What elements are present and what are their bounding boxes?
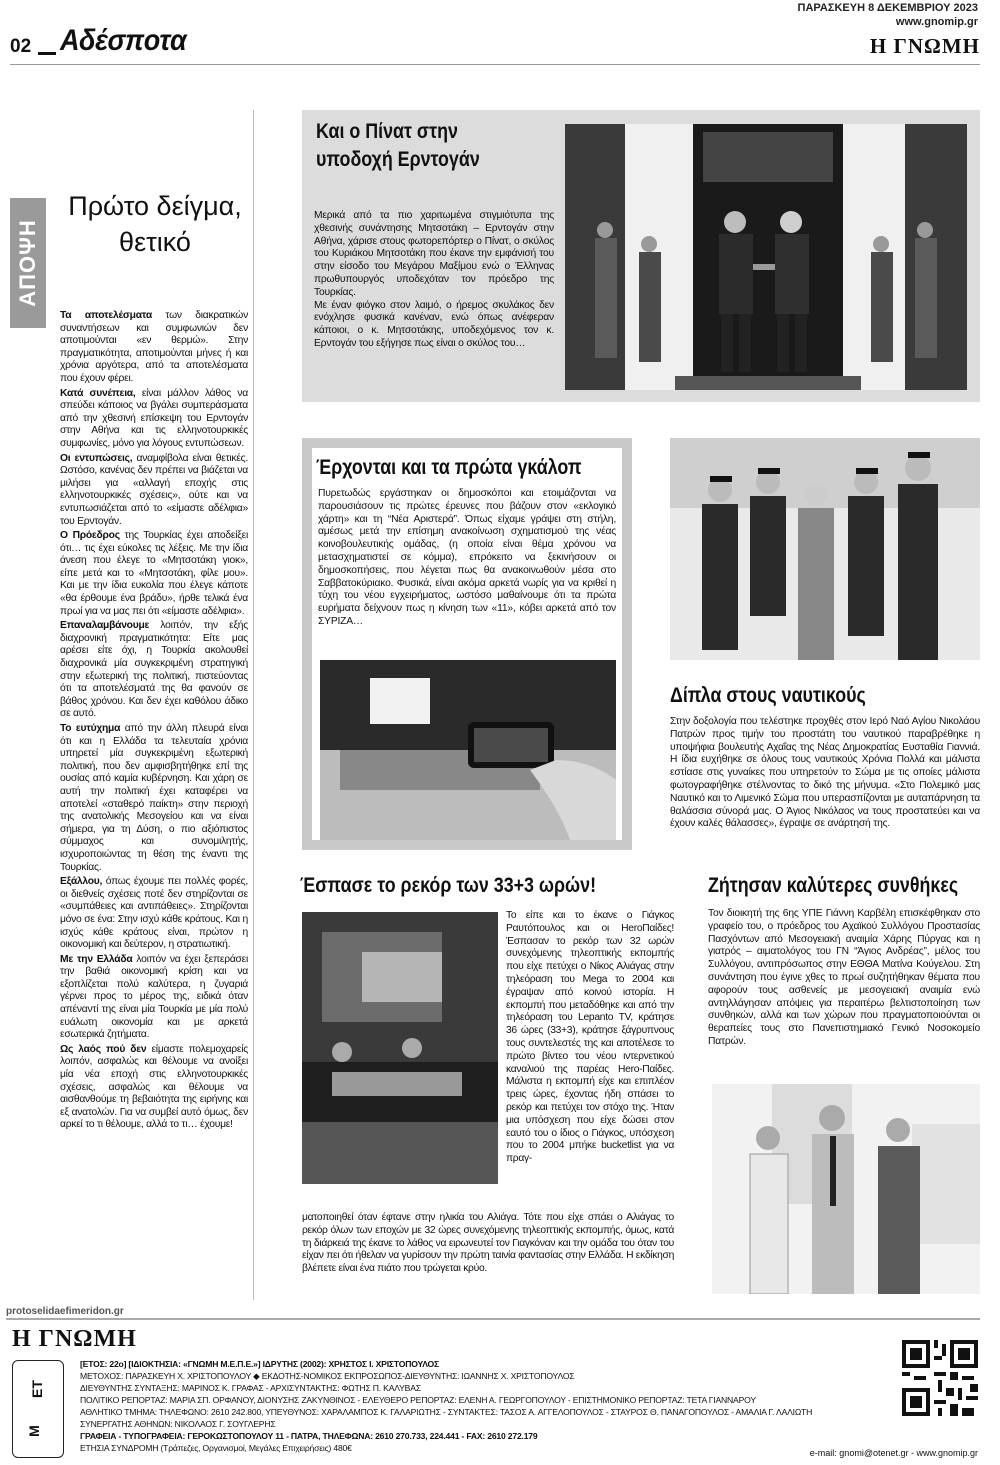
paragraph-lead: Κατά συνέπεια,	[60, 387, 136, 399]
opinion-paragraph	[60, 388, 248, 451]
conditions-photo	[712, 1084, 980, 1294]
column-divider	[253, 110, 254, 1300]
page-number-dash	[38, 52, 56, 55]
record-headline: Έσπασε το ρεκόρ των 33+3 ωρών!	[300, 874, 597, 897]
credit-line: ΜΕΤΟΧΟΣ: ΠΑΡΑΣΚΕΥΗ Χ. ΧΡΙΣΤΟΠΟΥΛΟΥ ◆ ΕΚΔΟΤΗΣ-ΝΟΜΙΚΟΣ ΕΚΠΡΟΣΩΠΟΣ-ΔΙΕΥΘΥΝΤΗΣ: ΙΩΑΝΝΗΣ Χ. ΧΡΙΣΤΟΠΟΥΛΟΣ	[80, 1371, 575, 1381]
credit-line: ΔΙΕΥΘΥΝΤΗΣ ΣΥΝΤΑΞΗΣ: ΜΑΡΙΝΟΣ Κ. ΓΡΑΦΑΣ - ΑΡΧΙΣΥΝΤΑΚΤΗΣ: ΦΩΤΗΣ Π. ΚΑΛΥΒΑΣ	[80, 1383, 421, 1393]
paragraph-lead: Με την Ελλάδα	[60, 953, 133, 965]
naval-headline: Δίπλα στους ναυτικούς	[670, 684, 866, 707]
paragraph-lead: Οι εντυπώσεις,	[60, 452, 133, 464]
record-body-column: Το είπε και το έκανε ο Γιάγκος Ραυτόπουλος και οι HeroΠαίδες! Έσπασαν το ρεκόρ των 32 ωρών συνεχόμενης τηλεοπτικής εκπομπής που είχε πετύχει ο Νίκος Αλιάγας στην τηλεόραση του Mega το 2004 και έγραψαν από κοινού ιστορία. Η εκπομπή που μεταδόθηκε και από την τηλεόραση του Lepanto TV, κράτησε 36 ώρες (33+3), κράτησε ξάγρυπνους τους συντελεστές της και αποτέλεσε το πρώτο βίντεο του νέου ιντερνετικού καναλιού της παρέας Hero-Παίδες. Μάλιστα η εκπομπή είχε και επιπλέον τρεις ώρες, έχοντας ήδη σπάσει το ρεκόρ και πετύχει τον στόχο της. Ήταν μια υπόσχεση που είχε δώσει στον εαυτό του ο ίδιος ο Γιάγκος, υπόσχεση που το 2004 μπήκε bucketlist για να πραγ-	[506, 910, 674, 1165]
opinion-tab-label: ΑΠΟΨΗ	[15, 219, 40, 307]
pinat-paragraph: Μερικά από τα πιο χαριτωμένα στιγμιότυπα της χθεσινής συνάντησης Μητσοτάκη – Ερντογάν στην Αθήνα, χάρισε στους φωτορεπόρτερ ο Πίνατ, ο σκύλος του Κυριάκου Μητσοτάκη που έκανε την εμφάνισή του στην είσοδο του Μεγάρου Μαξίμου ενώ ο Έλληνας πρωθυπουργός υποδεχόταν τον πρόεδρο της Τουρκίας.	[314, 210, 554, 298]
photo-office-meeting	[712, 1084, 980, 1294]
gallup-photo	[320, 660, 616, 840]
header-date: ΠΑΡΑΣΚΕΥΗ 8 ΔΕΚΕΜΒΡΙΟΥ 2023	[797, 2, 978, 14]
footer-email[interactable]: e-mail: gnomi@otenet.gr - www.gnomip.gr	[809, 1448, 978, 1458]
naval-photo	[670, 438, 980, 660]
photo-leaders-handshake	[565, 124, 967, 390]
pinat-headline: Και ο Πίνατ στην υποδοχή Ερντογάν	[316, 120, 480, 171]
credit-line: [ΕΤΟΣ: 22ο] [ΙΔΙΟΚΤΗΣΙΑ: «ΓΝΩΜΗ Μ.Ε.Π.Ε.»] ΙΔΡΥΤΗΣ (2002): ΧΡΗΣΤΟΣ Ι. ΧΡΙΣΤΟΠΟΥΛΟΣ	[80, 1359, 439, 1369]
conditions-headline: Ζήτησαν καλύτερες συνθήκες	[708, 874, 959, 897]
opinion-paragraph	[60, 530, 248, 618]
opinion-paragraph	[60, 1044, 248, 1132]
record-body-continued: ματοποιηθεί όταν έφτανε στην ηλικία του Αλιάγα. Τότε που είχε σπάει ο Αλιάγας το ρεκόρ όλων των εποχών με 32 ώρες συνεχόμενης τηλεοπτικής εκπομπής, όμως, κατά τη διάρκειά της έκανε το λάθος να ειρωνευτεί τον Γιαγκόναν και την ομάδα του όταν του είχαν πει ότι ήθελαν να γυρίσουν την πρώτη ταινία φαντασίας στην Ελλάδα. Η εκδίκηση βλέπετε είναι ένα πιάτο που τρώγεται κρύο.	[302, 1212, 674, 1275]
met-letter-m: Μ	[25, 1425, 42, 1437]
credit-line: ΠΟΛΙΤΙΚΟ ΡΕΠΟΡΤΑΖ: ΜΑΡΙΑ ΣΠ. ΟΡΦΑΝΟΥ, ΔΙΟΝΥΣΗΣ ΖΑΚΥΝΘΙΝΟΣ - ΕΛΕΥΘΕΡΟ ΡΕΠΟΡΤΑΖ: ΕΛΕΝΗ Α. ΓΕΩΡΓΟΠΟΥΛΟΥ - ΕΠΙΣΤΗΜΟΝΙΚΟ ΡΕΠΟΡΤΑΖ: ΤΕΤΑ ΓΙΑΝΝΑΡΟΥ	[80, 1395, 756, 1405]
photo-phone-recording	[320, 660, 616, 840]
opinion-paragraph	[60, 723, 248, 874]
footer-site[interactable]: protoselidaefimeridon.gr	[6, 1306, 124, 1317]
conditions-body: Τον διοικητή της 6ης ΥΠΕ Γιάννη Καρβέλη επισκέφθηκαν στο γραφείο του, ο πρόεδρος του Αχαϊκού Συλλόγου Προστασίας Πασχόντων από Μεσογειακή αναιμία Χάρης Πύργας και η γιατρός – αιματολόγος του ΓΝ “Άγιος Ανδρέας”, μέλος του Συλλόγου, αντιπρόσωπος στην ΕΘΘΑ Ματίνα Κούγελου. Στη συνάντηση που έγινε χθες το πρωί συζητήθηκαν θέματα που αφορούν τους ασθενείς με μεσογειακή αναιμία ενώ αντηλλάγησαν απόψεις για περαιτέρω βελτιστοποίηση των συνθηκών, αλλά και των χώρων που πραγματοποιούνται οι θεραπείες τους στο Πανεπιστημιακό Γενικό Νοσοκομείο Πατρών.	[708, 908, 980, 1047]
qr-code-graphic	[902, 1340, 978, 1416]
header-divider	[10, 64, 980, 65]
paragraph-text: των διακρατικών συναντήσεων και συμφωνιών δεν αποτιμούνται «εν θερμώ». Στην πραγματικότητα, αποτιμούνται μήνες ή και χρόνια αργότερα, από τα αποτελέσματα που έχουν φέρει.	[60, 310, 248, 384]
paragraph-lead: Το ευτύχημα	[60, 723, 121, 734]
pinat-photo	[565, 124, 967, 390]
paragraph-text: της Τουρκίας έχει αποδείξει ότι… τις έχει εύκολες τις λέξεις. Με την ίδια άνεση που έλεγε το «Μητσοτάκη γιοκ», είπε μετά και το «Μητσοτάκη, φίλε μου». Και με την ίδια ευκολία που έλεγε κάποτε «θα έρθουμε ένα βράδυ», ήρθε τελικά ένα πρωί για να μας πει ότι «είμαστε αδέλφια».	[60, 530, 248, 617]
paragraph-text: είμαστε πολεμοχαρείς λοιπόν, ασφαλώς και θέλουμε να ανοίξει μία νέα εποχή στις ελληνοτουρκικές σχέσεις, ασφαλώς και θέλουμε να αισθανθούμε τη βεβαιότητα της ειρήνης και εξ ανατολών. Για να συμβεί αυτό όμως, δεν αρκεί το τι θέλουμε, αλλά το τι… έχουμε!	[60, 1043, 248, 1131]
qr-code-icon[interactable]	[902, 1340, 978, 1416]
paragraph-lead: Ο Πρόεδρος	[60, 530, 120, 542]
opinion-body	[60, 310, 248, 1134]
paragraph-text: από την άλλη πλευρά είναι ότι και η Ελλάδα τα τελευταία χρόνια υπηρετεί μία συγκεκριμένη εξωτερική πολιτική, που δεν αμφισβητήθηκε επί της ουσίας από καμία κυβέρνηση. Και χάρη σε αυτή την πολιτική έχει καταφέρει να αποτελεί «σταθερό παίκτη» στην περιοχή της ανατολικής Μεσογείου και να είναι σήμερα, για τη Δύση, ο πιο αξιόπιστος σύμμαχος και συνομιλητής, ισχυροποιώντας τη θέση της έναντι της Τουρκίας.	[60, 723, 249, 873]
paragraph-lead: Εξάλλου,	[60, 876, 103, 888]
paragraph-text: είναι μάλλον λάθος να σπεύδει κάποιος να βγάλει συμπεράσματα από την χθεσινή επίσκεψη του Ερντογάν στην Αθήνα και τις ελληνοτουρκικές συμφωνίες, μόνο για λόγους εντυπώσεων.	[60, 387, 248, 449]
header-website[interactable]: www.gnomip.gr	[895, 16, 978, 28]
footer-divider	[6, 1318, 980, 1320]
paragraph-lead: Επαναλαμβάνουμε	[60, 620, 150, 632]
paragraph-text: λοιπόν να έχει ξεπεράσει την βαθιά οικονομική κρίση και να εξοπλίζεται πολύ καλύτερα, η ζυγαριά γέρνει προς το μέρος της, ειδικά όταν απέναντί της είναι μία Τουρκία με μία πολύ ευάλωτη οικονομία και με αρκετά εσωτερικά ζητήματα.	[60, 953, 248, 1041]
paragraph-text: λοιπόν, την εξής διαχρονική πραγματικότητα: Είτε μας αρέσει είτε όχι, η Τουρκία ακολουθεί διαχρονικά μία συγκεκριμένη στρατηγική στην εξωτερική της πολιτική, πιστεύοντας ότι τα αποτελέσματά της θα φανούν σε βάθος χρόνου. Και δεν έχει καθόλου άδικο σε αυτό.	[60, 620, 248, 720]
paragraph-text: όπως έχουμε πει πολλές φορές, οι διεθνείς σχέσεις ποτέ δεν στηρίζονται σε «συμπάθειες και αντιπάθειες». Στηρίζονται μόνο σε ένα: Στην ισχύ κάθε κράτους. Και η ισχύς κάθε κράτους είναι, πρώτον η οικονομική και δεύτερον, η στρατιωτική.	[60, 876, 248, 951]
photo-tv-studio	[302, 912, 498, 1184]
section-title: Αδέσποτα	[60, 24, 187, 57]
opinion-paragraph	[60, 620, 248, 721]
page-number: 02	[10, 36, 32, 57]
footer-logo: Η ΓΝΩΜΗ	[12, 1326, 137, 1352]
paragraph-lead: Τα αποτελέσματα	[60, 310, 152, 321]
credit-line: ΣΥΝΕΡΓΑΤΗΣ ΑΘΗΝΩΝ: ΝΙΚΟΛΑΟΣ Γ. ΣΟΥΓΛΕΡΗΣ	[80, 1419, 276, 1429]
paragraph-lead: Ως λαός πού δεν	[60, 1043, 147, 1055]
opinion-paragraph	[60, 954, 248, 1042]
header-logo: Η ΓΝΩΜΗ	[869, 34, 980, 58]
credit-line: ΑΘΛΗΤΙΚΟ ΤΜΗΜΑ: ΤΗΛΕΦΩΝΟ: 2610 242.800, ΥΠΕΥΘΥΝΟΣ: ΧΑΡΑΛΑΜΠΟΣ Κ. ΓΑΛΑΡΙΩΤΗΣ - ΣΥΝΤΑΚΤΕΣ: ΤΑΣΟΣ Α. ΑΓΓΕΛΟΠΟΥΛΟΣ - ΣΤΑΥΡΟΣ Θ. ΠΑΝΑΓΟΠΟΥΛΟΣ - ΑΜΑΛΙΑ Γ. ΛΑΛΙΩΤΗ	[80, 1407, 813, 1417]
opinion-paragraph	[60, 310, 248, 386]
pinat-paragraph: Με έναν φιόγκο στον λαιμό, ο ήρεμος σκυλάκος δεν ενόχλησε φυσικά κανέναν, ενώ όπως ανέφεραν κάποιοι, ο κ. Μητσοτάκης, υποδεχόμενος τον κ. Ερντογάν του εξήγησε πως είναι ο σκύλος του…	[314, 299, 554, 349]
opinion-paragraph	[60, 876, 248, 952]
opinion-paragraph	[60, 453, 248, 529]
met-letter-et: ΕΤ	[28, 1380, 45, 1398]
opinion-title: Πρώτο δείγμα, θετικό	[68, 191, 242, 257]
credit-line: ΕΤΗΣΙΑ ΣΥΝΔΡΟΜΗ (Τράπεζες, Οργανισμοί, Μεγάλες Επιχειρήσεις) 480€	[80, 1443, 352, 1453]
record-photo	[302, 912, 498, 1184]
naval-body: Στην δοξολογία που τελέστηκε προχθές στον Ιερό Ναό Αγίου Νικολάου Πατρών προς τιμήν του προστάτη του ναυτικού παραβρέθηκε η υποψήφια βουλευτής Αχαΐας της Νέας Δημοκρατίας Ευσταθία Γιαννιά. Η ίδια ευχήθηκε σε όλους τους ναυτικούς Χρόνια Πολλά και μάλιστα εστίασε στις γυναίκες που υπηρετούν το Σώμα με τις οποίες μάλιστα φωτογραφήθηκε στέλνοντας το δικό της μήνυμα. «Στο Πολεμικό μας Ναυτικό και το Λιμενικό Σώμα που υπερασπίζονται με αυταπάρνηση τα θαλάσσια σύνορά μας. Ο Άγιος Νικόλαος να τους προστατεύει και να έχουν καλές θάλασσες», έγραψε σε ανάρτησή της.	[670, 716, 980, 830]
gallup-body: Πυρετωδώς εργάστηκαν οι δημοσκόποι και ετοιμάζονται να παρουσιάσουν τις πρώτες έρευνες που βάζουν στον «εκλογικό χάρτη» και τη “Νέα Αριστερά”. Όπως είχαμε γράψει στη στήλη, αμέσως μετά την επίσημη ανακοίνωση σχηματισμού της νέας κοινοβουλευτικής ομάδας, (η οποία είναι θέμα χρόνου να μετασχηματιστεί σε κόμμα), επρόκειτο να ξεκινήσουν οι δημοσκοπήσεις, που λέγεται πως θα ανακοινωθούν μέσα στο Σαββατοκύριακο. Φυσικά, είναι ακόμα αρκετά νωρίς για να κριθεί η τύχη του νέου εγχειρήματος, ωστόσο μαθαίνουμε ότι τα πρώτα ευρήματα δείχνουν πως η κίνηση των «11», κόβει αρκετά από τον ΣΥΡΙΖΑ…	[318, 488, 616, 627]
pinat-body	[314, 210, 554, 351]
opinion-tab	[10, 198, 46, 328]
gallup-headline: Έρχονται και τα πρώτα γκάλοπ	[316, 456, 582, 479]
credit-line: ΓΡΑΦΕΙΑ - ΤΥΠΟΓΡΑΦΕΙΑ: ΓΕΡΟΚΩΣΤΟΠΟΥΛΟΥ 11 - ΠΑΤΡΑ, ΤΗΛΕΦΩΝΑ: 2610 270.733, 224.441 - FAX: 2610 272.179	[80, 1431, 538, 1441]
photo-naval-officers	[670, 438, 980, 660]
footer-credits	[80, 1358, 880, 1454]
paragraph-text: αναμφίβολα είναι θετικές. Ωστόσο, κανένας δεν πρέπει να βιάζεται να μιλήσει για «αλλαγή εποχής στις ελληνοτουρκικές σχέσεις», ούτε και να εντυπωσιάζεται από το «είμαστε αδέλφια» του Ερντογάν.	[60, 452, 248, 527]
met-badge	[12, 1360, 64, 1458]
